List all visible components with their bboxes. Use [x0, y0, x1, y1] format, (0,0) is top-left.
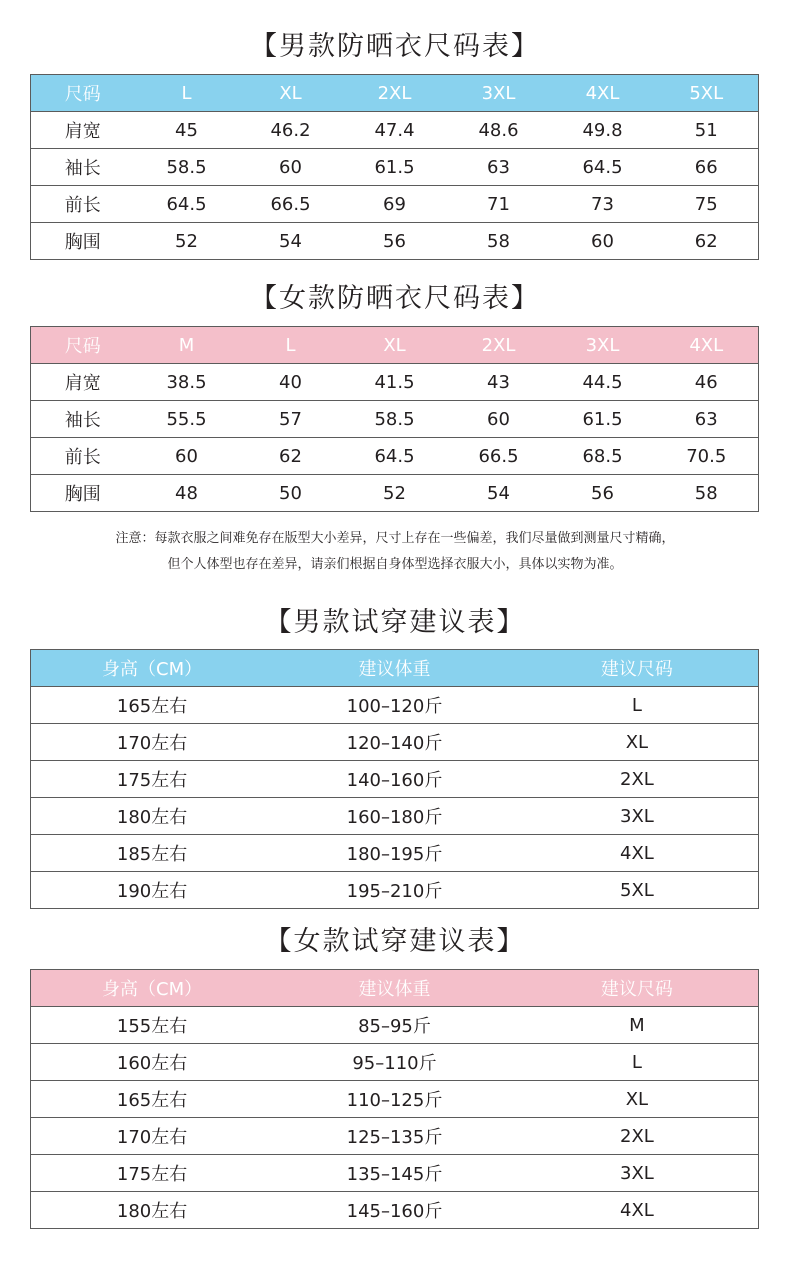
- cell: 64.5: [551, 149, 655, 186]
- cell: 60: [447, 401, 551, 438]
- cell: 62: [655, 223, 759, 260]
- row-label: 袖长: [31, 401, 135, 438]
- header-cell: L: [135, 75, 239, 112]
- table-header-row: [31, 650, 759, 687]
- header-cell: L: [239, 327, 343, 364]
- cell: 180–195斤: [273, 835, 516, 872]
- table-row: [31, 149, 759, 186]
- women-size-title: 【女款防晒衣尺码表】: [250, 283, 540, 314]
- cell: 160–180斤: [273, 798, 516, 835]
- table-row: [31, 1007, 759, 1044]
- cell: XL: [516, 724, 759, 761]
- cell: 140–160斤: [273, 761, 516, 798]
- cell: 61.5: [343, 149, 447, 186]
- cell: 40: [239, 364, 343, 401]
- cell: 38.5: [135, 364, 239, 401]
- header-cell: 3XL: [447, 75, 551, 112]
- cell: L: [516, 687, 759, 724]
- cell: 50: [239, 475, 343, 512]
- cell: 195–210斤: [273, 872, 516, 909]
- table-row: [31, 1118, 759, 1155]
- cell: 71: [447, 186, 551, 223]
- row-label: 肩宽: [31, 112, 135, 149]
- cell: 62: [239, 438, 343, 475]
- cell: 45: [135, 112, 239, 149]
- cell: 160左右: [31, 1044, 274, 1081]
- table-row: [31, 798, 759, 835]
- header-cell: XL: [239, 75, 343, 112]
- cell: 2XL: [516, 761, 759, 798]
- header-cell: 4XL: [551, 75, 655, 112]
- table-row: [31, 112, 759, 149]
- cell: 4XL: [516, 835, 759, 872]
- cell: 170左右: [31, 1118, 274, 1155]
- header-cell: 建议体重: [273, 650, 516, 687]
- table-header-row: [31, 970, 759, 1007]
- cell: 110–125斤: [273, 1081, 516, 1118]
- header-cell: 身高（CM）: [31, 650, 274, 687]
- cell: 52: [135, 223, 239, 260]
- cell: 48.6: [447, 112, 551, 149]
- cell: 3XL: [516, 798, 759, 835]
- cell: L: [516, 1044, 759, 1081]
- table-row: [31, 872, 759, 909]
- cell: 145–160斤: [273, 1192, 516, 1229]
- cell: 60: [239, 149, 343, 186]
- cell: 48: [135, 475, 239, 512]
- row-label: 前长: [31, 438, 135, 475]
- cell: 64.5: [343, 438, 447, 475]
- table-row: [31, 223, 759, 260]
- cell: 55.5: [135, 401, 239, 438]
- cell: 63: [655, 401, 759, 438]
- cell: 85–95斤: [273, 1007, 516, 1044]
- cell: 120–140斤: [273, 724, 516, 761]
- row-label: 胸围: [31, 475, 135, 512]
- header-cell: 2XL: [343, 75, 447, 112]
- table-row: [31, 761, 759, 798]
- table-header-row: [31, 75, 759, 112]
- cell: 52: [343, 475, 447, 512]
- header-cell: 3XL: [551, 327, 655, 364]
- women-size-table: [30, 326, 759, 512]
- cell: 95–110斤: [273, 1044, 516, 1081]
- cell: 135–145斤: [273, 1155, 516, 1192]
- cell: 58: [447, 223, 551, 260]
- header-cell: 尺码: [31, 327, 135, 364]
- cell: 44.5: [551, 364, 655, 401]
- cell: 49.8: [551, 112, 655, 149]
- cell: 51: [655, 112, 759, 149]
- men-rec-table: [30, 649, 759, 909]
- cell: 63: [447, 149, 551, 186]
- cell: 180左右: [31, 798, 274, 835]
- cell: 125–135斤: [273, 1118, 516, 1155]
- cell: 100–120斤: [273, 687, 516, 724]
- men-rec-title: 【男款试穿建议表】: [264, 607, 526, 638]
- cell: 46.2: [239, 112, 343, 149]
- cell: 4XL: [516, 1192, 759, 1229]
- cell: 165左右: [31, 687, 274, 724]
- cell: 56: [343, 223, 447, 260]
- cell: 165左右: [31, 1081, 274, 1118]
- cell: 60: [551, 223, 655, 260]
- table-header-row: [31, 327, 759, 364]
- cell: 175左右: [31, 761, 274, 798]
- header-cell: 2XL: [447, 327, 551, 364]
- cell: 170左右: [31, 724, 274, 761]
- cell: 61.5: [551, 401, 655, 438]
- table-row: [31, 438, 759, 475]
- table-row: [31, 1081, 759, 1118]
- cell: 56: [551, 475, 655, 512]
- note-line-1: 注意：每款衣服之间难免存在版型大小差异，尺寸上存在一些偏差，我们尽量做到测量尺寸精确，: [115, 531, 675, 546]
- cell: 54: [447, 475, 551, 512]
- cell: 64.5: [135, 186, 239, 223]
- header-cell: 尺码: [31, 75, 135, 112]
- cell: 66.5: [239, 186, 343, 223]
- table-row: [31, 1044, 759, 1081]
- table-row: [31, 186, 759, 223]
- women-rec-title: 【女款试穿建议表】: [264, 926, 526, 957]
- cell: 175左右: [31, 1155, 274, 1192]
- cell: 58.5: [343, 401, 447, 438]
- header-cell: M: [135, 327, 239, 364]
- row-label: 肩宽: [31, 364, 135, 401]
- cell: 5XL: [516, 872, 759, 909]
- cell: 185左右: [31, 835, 274, 872]
- cell: 180左右: [31, 1192, 274, 1229]
- cell: XL: [516, 1081, 759, 1118]
- women-rec-table: [30, 969, 759, 1229]
- cell: 58.5: [135, 149, 239, 186]
- note-line-2: 但个人体型也存在差异，请亲们根据自身体型选择衣服大小，具体以实物为准。: [167, 557, 623, 572]
- header-cell: 身高（CM）: [31, 970, 274, 1007]
- cell: 68.5: [551, 438, 655, 475]
- header-cell: 建议尺码: [516, 970, 759, 1007]
- table-row: [31, 1155, 759, 1192]
- header-cell: 建议尺码: [516, 650, 759, 687]
- table-row: [31, 364, 759, 401]
- men-size-title: 【男款防晒衣尺码表】: [250, 31, 540, 62]
- table-row: [31, 724, 759, 761]
- table-row: [31, 475, 759, 512]
- table-row: [31, 687, 759, 724]
- cell: 54: [239, 223, 343, 260]
- cell: 70.5: [655, 438, 759, 475]
- cell: 75: [655, 186, 759, 223]
- cell: 66: [655, 149, 759, 186]
- cell: 2XL: [516, 1118, 759, 1155]
- header-cell: 建议体重: [273, 970, 516, 1007]
- cell: 41.5: [343, 364, 447, 401]
- header-cell: XL: [343, 327, 447, 364]
- header-cell: 5XL: [655, 75, 759, 112]
- cell: M: [516, 1007, 759, 1044]
- cell: 47.4: [343, 112, 447, 149]
- cell: 155左右: [31, 1007, 274, 1044]
- table-row: [31, 401, 759, 438]
- cell: 66.5: [447, 438, 551, 475]
- cell: 69: [343, 186, 447, 223]
- cell: 46: [655, 364, 759, 401]
- cell: 60: [135, 438, 239, 475]
- table-row: [31, 1192, 759, 1229]
- cell: 3XL: [516, 1155, 759, 1192]
- row-label: 袖长: [31, 149, 135, 186]
- row-label: 胸围: [31, 223, 135, 260]
- row-label: 前长: [31, 186, 135, 223]
- table-row: [31, 835, 759, 872]
- cell: 190左右: [31, 872, 274, 909]
- men-size-table: [30, 74, 759, 260]
- cell: 43: [447, 364, 551, 401]
- header-cell: 4XL: [655, 327, 759, 364]
- cell: 73: [551, 186, 655, 223]
- cell: 58: [655, 475, 759, 512]
- cell: 57: [239, 401, 343, 438]
